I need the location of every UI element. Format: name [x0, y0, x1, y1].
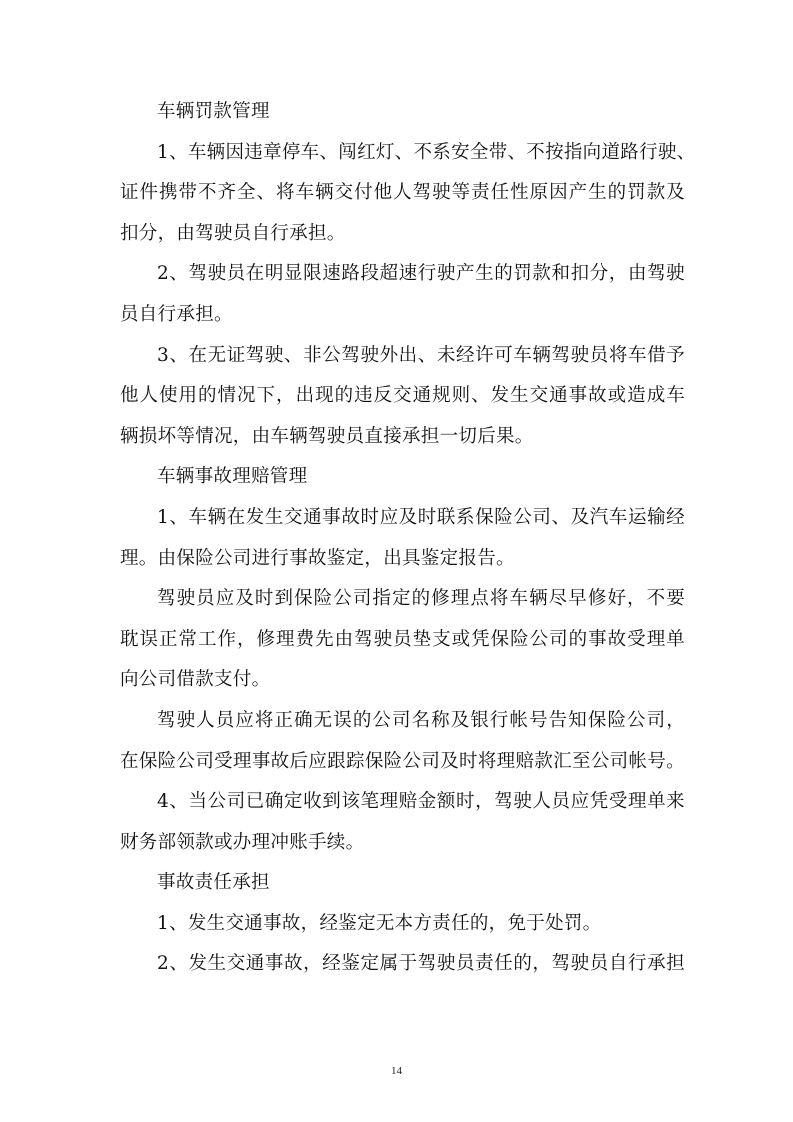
- paragraph-line: 财务部领款或办理冲账手续。: [120, 831, 365, 853]
- paragraph-line: 扣分，由驾驶员自行承担。: [120, 222, 346, 244]
- paragraph-line: 1、车辆因违章停车、闯红灯、不系安全带、不按指向道路行驶、: [157, 141, 696, 163]
- section-heading-accident-claims: 车辆事故理赔管理: [157, 466, 308, 488]
- paragraph-line: 在保险公司受理事故后应跟踪保险公司及时将理赔款汇至公司帐号。: [120, 750, 685, 772]
- paragraph-line: 驾驶员应及时到保险公司指定的修理点将车辆尽早修好，不要: [157, 588, 685, 610]
- paragraph-line: 他人使用的情况下，出现的违反交通规则、发生交通事故或造成车: [120, 385, 685, 407]
- paragraph-line: 2、驾驶员在明显限速路段超速行驶产生的罚款和扣分，由驾驶: [157, 263, 685, 285]
- paragraph-line: 向公司借款支付。: [120, 669, 271, 691]
- paragraph-line: 证件携带不齐全、将车辆交付他人驾驶等责任性原因产生的罚款及: [120, 182, 685, 204]
- section-heading-vehicle-fines: 车辆罚款管理: [157, 101, 270, 122]
- document-body: [120, 92, 696, 985]
- page-number: 14: [391, 1065, 402, 1077]
- section-heading-accident-liability: 事故责任承担: [157, 872, 270, 894]
- paragraph-line: 2、发生交通事故，经鉴定属于驾驶员责任的，驾驶员自行承担: [157, 953, 685, 975]
- paragraph-line: 3、在无证驾驶、非公驾驶外出、未经许可车辆驾驶员将车借予: [157, 344, 685, 366]
- paragraph-line: 耽误正常工作，修理费先由驾驶员垫支或凭保险公司的事故受理单: [120, 628, 685, 650]
- paragraph-line: 辆损坏等情况，由车辆驾驶员直接承担一切后果。: [120, 425, 534, 447]
- paragraph-line: 员自行承担。: [120, 303, 233, 325]
- paragraph-line: 1、车辆在发生交通事故时应及时联系保险公司、及汽车运输经: [157, 506, 685, 528]
- paragraph-line: 1、发生交通事故，经鉴定无本方责任的，免于处罚。: [157, 912, 602, 934]
- paragraph-line: 驾驶人员应将正确无误的公司名称及银行帐号告知保险公司，: [157, 709, 685, 731]
- paragraph-line: 4、当公司已确定收到该笔理赔金额时，驾驶人员应凭受理单来: [157, 791, 685, 813]
- paragraph-line: 理。由保险公司进行事故鉴定，出具鉴定报告。: [120, 547, 515, 569]
